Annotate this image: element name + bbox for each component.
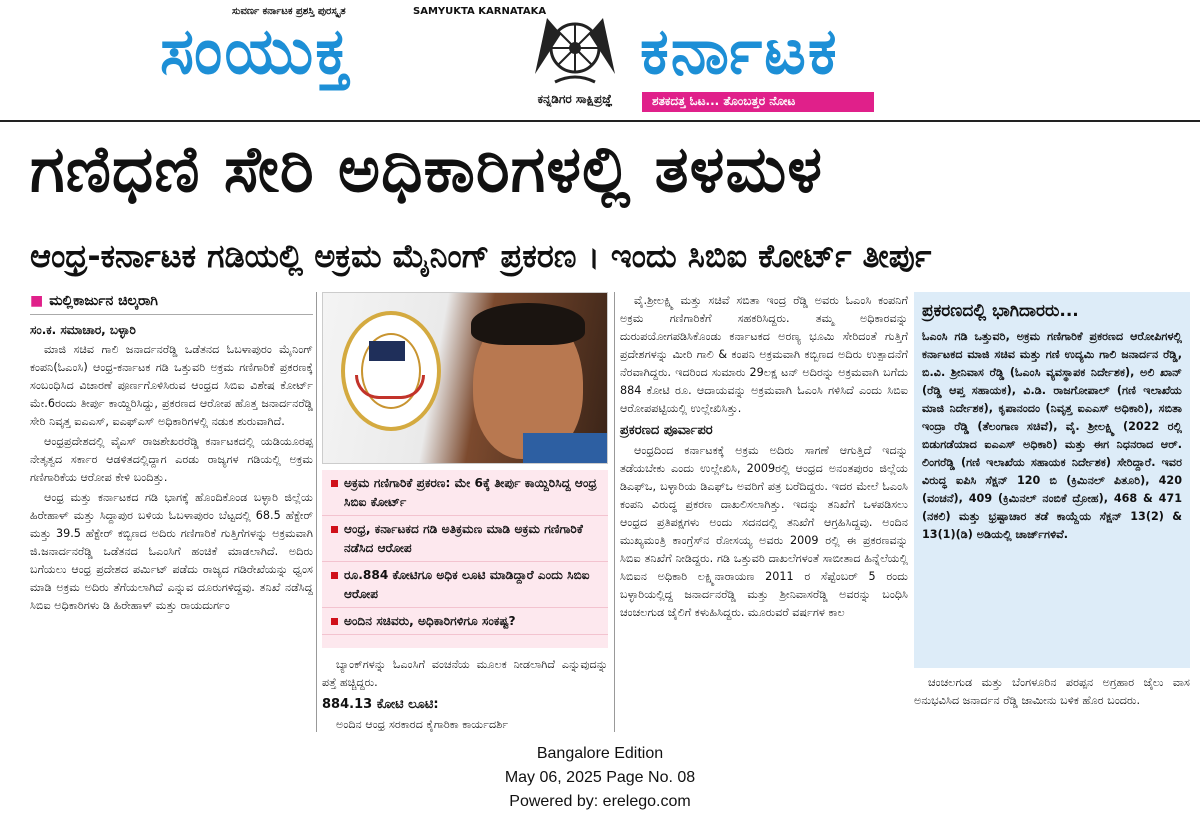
article-column-4 [914,674,1190,712]
date-page-label: May 06, 2025 Page No. 08 [504,769,696,786]
paper-name-english: SAMYUKTA KARNATAKA [413,6,547,17]
masthead [0,0,1200,118]
cbi-seal-icon [341,311,441,431]
column-divider [316,292,317,732]
column-divider [614,292,615,732]
paragraph: ಆಂಧ್ರಪ್ರದೇಶದಲ್ಲಿ ವೈಎಸ್ ರಾಜಶೇಖರರೆಡ್ಡಿ ಕರ್ನಾಟಕದಲ್ಲಿ ಯಡಿಯೂರಪ್ಪ ನೇತೃತ್ವದ ಸರ್ಕಾರ ಆಡಳಿತದಲ್ಲಿದ್ದಾಗ ಎರಡು ರಾಜ್ಯಗಳ ಗಡಿಯಲ್ಲಿ ಅಕ್ರಮ ಗಣಿಗಾರಿಕೆಯ ಆರೋಪ ಕೇಳಿ ಬಂದಿತ್ತು. [30,435,313,484]
masthead-title-right: ಕರ್ನಾಟಕ [640,15,839,89]
logo-caption: ಕನ್ನಡಿಗರ ಸಾಕ್ಷಿಪ್ರಜ್ಞೆ [537,92,613,106]
newspaper-logo-icon [525,4,625,90]
participants-sidebar [914,292,1190,668]
sidebar-text: ಓಎಂಸಿ ಗಡಿ ಒತ್ತುವರಿ, ಅಕ್ರಮ ಗಣಿಗಾರಿಕೆ ಪ್ರಕರಣದ ಆರೋಪಿಗಳಲ್ಲಿ ಕರ್ನಾಟಕದ ಮಾಜಿ ಸಚಿವ ಮತ್ತು ಗಣಿ ಉದ್ಯಮಿ ಗಾಲಿ ಜನಾರ್ದನ ರೆಡ್ಡಿ, ಬಿ.ವಿ. ಶ್ರೀನಿವಾಸ ರೆಡ್ಡಿ (ಓಎಂಸಿ ವ್ಯವಸ್ಥಾಪಕ ನಿರ್ದೇಶಕ), ಅಲಿ ಖಾನ್ (ರೆಡ್ಡಿ ಆಪ್ತ ಸಹಾಯಕ), ವಿ.ಡಿ. ರಾಜಗೋಪಾಲ್ (ಗಣಿ ಇಲಾಖೆಯ ಮಾಜಿ ನಿರ್ದೇಶಕ), ಕೃಪಾನಂದಂ (ನಿವೃತ್ತ ಐಎಎಸ್ ಅಧಿಕಾರಿ), ಸಬಿತಾ ಇಂದ್ರಾ ರೆಡ್ಡಿ (ತೆಲಂಗಾಣ ಸಚಿವೆ), ವೈ. ಶ್ರೀಲಕ್ಷ್ಮಿ (2022 ರಲ್ಲಿ ಬಿಡುಗಡೆಯಾದ ಐಎಎಸ್ ಅಧಿಕಾರಿ) ಮತ್ತು ಈಗ ನಿಧನರಾದ ಆರ್. ಲಿಂಗರೆಡ್ಡಿ (ಗಣಿ ಇಲಾಖೆಯ ಸಹಾಯಕ ನಿರ್ದೇಶಕ) ಸೇರಿದ್ದಾರೆ. ಇವರ ವಿರುದ್ಧ ಐಪಿಸಿ ಸೆಕ್ಷನ್ 120 ಬಿ (ಕ್ರಿಮಿನಲ್ ಪಿತೂರಿ), 420 (ವಂಚನೆ), 409 (ಕ್ರಿಮಿನಲ್ ನಂಬಿಕೆ ದ್ರೋಹ), 468 & 471 (ನಕಲಿ) ಮತ್ತು ಭ್ರಷ್ಟಾಚಾರ ತಡೆ ಕಾಯ್ದೆಯ ಸೆಕ್ಷನ್ 13(2) & 13(1)(ಡಿ) ಅಡಿಯಲ್ಲಿ ಚಾರ್ಜ್‌ಗಳಿವೆ. [922,330,1182,541]
portrait-shirt [523,433,608,464]
sidebar-title: ಪ್ರಕರಣದಲ್ಲಿ ಭಾಗಿದಾರರು... [922,301,1079,321]
highlight-item: ರೂ.884 ಕೋಟಿಗೂ ಅಧಿಕ ಲೂಟಿ ಮಾಡಿದ್ದಾರೆ ಎಂದು ಸಿಬಿಐ ಆರೋಪ [322,562,608,608]
seal-arc [355,375,425,399]
paragraph: ಚಂಚಲಗುಡ ಮತ್ತು ಬೆಂಗಳೂರಿನ ಪರಪ್ಪನ ಅಗ್ರಹಾರ ಜೈಲು ವಾಸ ಅನುಭವಿಸಿದ ಜನಾರ್ದನ ರೆಡ್ಡಿ ಜಾಮೀನು ಬಳಿಕ ಹೊರ ಬಂದರು. [914,676,1190,707]
paragraph: ಬ್ಯಾಂಕ್‌ಗಳನ್ನು ಓಎಂಸಿಗೆ ವಂಚನೆಯ ಮೂಲಕ ನೀಡಲಾಗಿದೆ ಎನ್ನುವುದನ್ನು ಪತ್ತೆ ಹಚ್ಚಿದ್ದರು. [322,658,608,689]
masthead-title-left: ಸಂಯುಕ್ತ [160,15,352,89]
article-column-3 [620,292,908,624]
page-footer [0,742,1200,814]
highlight-item: ಆಂಧ್ರ, ಕರ್ನಾಟಕದ ಗಡಿ ಅತಿಕ್ರಮಣ ಮಾಡಿ ಅಕ್ರಮ ಗಣಿಗಾರಿಕೆ ನಡೆಸಿದ ಆರೋಪ [322,516,608,562]
paragraph: ವೈ.ಶ್ರೀಲಕ್ಷ್ಮಿ ಮತ್ತು ಸಚಿವೆ ಸಬಿತಾ ಇಂದ್ರ ರೆಡ್ಡಿ ಅವರು ಓಎಂಸಿ ಕಂಪನಿಗೆ ಅಕ್ರಮ ಗಣಿಗಾರಿಕೆಗೆ ಸಹಕರಿಸಿದ್ದರು. ತಮ್ಮ ಅಧಿಕಾರವನ್ನು ದುರುಪಯೋಗಪಡಿಸಿಕೊಂಡು ಕರ್ನಾಟಕದ ಅರಣ್ಯ ಭೂಮಿ ಸೇರಿದಂತೆ ಗುತ್ತಿಗೆ ಪ್ರದೇಶಗಳನ್ನು ಮೀರಿ ಗಾಲಿ & ಕಂಪನಿ ಅಕ್ರಮವಾಗಿ ಕಬ್ಬಿಣದ ಅದಿರು ಉತ್ಪಾದನೆಗೆ ನೆರವಾಗಿದ್ದರು. ಇದರಿಂದ ಸುಮಾರು 29ಲಕ್ಷ ಟನ್ ಅದಿರನ್ನು ಅಕ್ರಮವಾಗಿ ಬಗೆದು 884 ಕೋಟಿ ರೂ. ಆದಾಯವನ್ನು ಅಕ್ರಮವಾಗಿ ಓಎಂಸಿ ಗಳಿಸಿದೆ ಎಂದು ಸಿಬಿಐ ಆರೋಪಪಟ್ಟಿಯಲ್ಲಿ ಉಲ್ಲೇಖಿಸಿತ್ತು. [620,294,908,415]
article-photo [322,292,608,464]
article-column-2 [322,656,608,736]
tagline-badge: ಶತಕದತ್ತ ಓಟ... ತೊಂಬತ್ತರ ನೋಟ [642,92,874,112]
portrait-hair [471,303,585,345]
byline-name: ಮಲ್ಲಿಕಾರ್ಜುನ ಚಿಲ್ಕರಾಗಿ [49,293,158,309]
masthead-divider [0,120,1200,122]
highlight-item: ಅಂದಿನ ಸಚಿವರು, ಅಧಿಕಾರಿಗಳಿಗೂ ಸಂಕಷ್ಟ? [322,608,608,635]
byline-marker-icon: ■ [30,293,44,309]
section-subtitle: 884.13 ಕೋಟಿ ಲೂಟಿ: [322,697,439,712]
paragraph: ಆಂಧ್ರದಿಂದ ಕರ್ನಾಟಕಕ್ಕೆ ಅಕ್ರಮ ಅದಿರು ಸಾಗಣೆ ಆಗುತ್ತಿದೆ ಇದನ್ನು ತಡೆಯಬೇಕು ಎಂದು ಉಲ್ಲೇಖಿಸಿ, 2009ರಲ್ಲಿ ಆಂಧ್ರದ ಅನಂತಪುರಂ ಜಿಲ್ಲೆಯ ಡಿಎಫ್‌ಒ, ಬಳ್ಳಾರಿಯ ಡಿಎಫ್‌ಒ ಅವರಿಗೆ ಪತ್ರ ಬರೆದಿದ್ದರು. ಇದರ ಮೇಲೆ ಓಎಂಸಿ ಕಂಪನಿ ವಿರುದ್ಧ ಪ್ರಕರಣ ದಾಖಲಿಸಲಾಗಿತ್ತು. ಇದನ್ನು ತನಿಖೆಗೆ ಒಳಪಡಿಸಲು ಆಂಧ್ರದ ಪ್ರತಿಪಕ್ಷಗಳು ಅಂದು ಸದನದಲ್ಲಿ ತನಿಖೆಗೆ ಆಗ್ರಹಿಸಿದ್ದವು. ಅಂದಿನ ಮುಖ್ಯಮಂತ್ರಿ ಕಾಂಗ್ರೆಸ್‌ನ ರೋಸಯ್ಯ ಅವರು 2009 ರಲ್ಲಿ ಈ ಪ್ರಕರಣವನ್ನು ಸಿಬಿಐ ತನಿಖೆಗೆ ನೀಡಿದ್ದರು. ಗಡಿ ಒತ್ತುವರಿ ದಾಖಲೆಗಳಂತೆ ಸಾಬೀತಾದ ಹಿನ್ನೆಲೆಯಲ್ಲಿ ಸಿಬಿಐನ ಅಧಿಕಾರಿ ಲಕ್ಷ್ಮಿನಾರಾಯಣ 2011 ರ ಸೆಪ್ಟೆಂಬರ್ 5 ರಂದು ಬಳ್ಳಾರಿಯಲ್ಲಿದ್ದ ಜನಾರ್ದನರೆಡ್ಡಿ ಮತ್ತು ಶ್ರೀನಿವಾಸರೆಡ್ಡಿ ಅವರನ್ನು ಬಂಧಿಸಿ ಚಂಚಲಗುಡ ಜೈಲಿಗೆ ಕಳುಹಿಸಿದ್ದರು. ಮೂರುವರೆ ವರ್ಷಗಳ ಕಾಲ [620,444,908,619]
award-text: ಸುವರ್ಣ ಕರ್ನಾಟಕ ಪ್ರಶಸ್ತಿ ಪುರಸ್ಕೃತ [232,6,346,17]
paragraph: ಮಾಜಿ ಸಚಿವ ಗಾಲಿ ಜನಾರ್ದನರೆಡ್ಡಿ ಒಡೆತನದ ಓಬಳಾಪುರಂ ಮೈನಿಂಗ್ ಕಂಪನಿ(ಓಎಂಸಿ) ಆಂಧ್ರ-ಕರ್ನಾಟಕ ಗಡಿ ಒತ್ತುವರಿ ಅಕ್ರಮ ಗಣಿಗಾರಿಕೆ ಪ್ರಕರಣಕ್ಕೆ ಸಂಬಂಧಿಸಿದ ವಿಚಾರಣೆ ಪೂರ್ಣಗೊಳಿಸಿರುವ ಆಂಧ್ರದ ಸಿಬಿಐ ವಿಶೇಷ ಕೋರ್ಟ್ ಮೇ.6ರಂದು ತೀರ್ಪು ಕಾಯ್ದಿರಿಸಿದ್ದು, ಪ್ರಕರಣದ ಆರೋಪ ಹೊತ್ತ ಜನಾರ್ದನರೆಡ್ಡಿ ಸೇರಿ ನಿವೃತ್ತ ಐಎಎಸ್, ಐಎಫ್ಎಸ್ ಅಧಿಕಾರಿಗಳಲ್ಲಿ ನಡುಕ ಶುರುವಾಗಿದೆ. [30,343,313,428]
article-column-1 [30,292,313,617]
section-subtitle: ಪ್ರಕರಣದ ಪೂರ್ವಾಪರ [620,423,713,438]
byline [30,292,313,315]
highlight-item: ಅಕ್ರಮ ಗಣಿಗಾರಿಕೆ ಪ್ರಕರಣ: ಮೇ 6ಕ್ಕೆ ತೀರ್ಪು ಕಾಯ್ದಿರಿಸಿದ್ದ ಆಂಧ್ರ ಸಿಬಿಐ ಕೋರ್ಟ್ [322,470,608,516]
paragraph: ಅಂದಿನ ಆಂಧ್ರ ಸರಕಾರದ ಕೈಗಾರಿಕಾ ಕಾರ್ಯದರ್ಶಿ [336,718,509,731]
dateline: ಸಂ.ಕ. ಸಮಾಚಾರ, ಬಳ್ಳಾರಿ [30,323,136,337]
highlights-box [322,470,608,648]
edition-label: Bangalore Edition [536,745,664,762]
seal-emblem [369,341,405,361]
page-headline: ಗಣಿಧಣಿ ಸೇರಿ ಅಧಿಕಾರಿಗಳಲ್ಲಿ ತಳಮಳ [30,133,823,207]
paragraph: ಆಂಧ್ರ ಮತ್ತು ಕರ್ನಾಟಕದ ಗಡಿ ಭಾಗಕ್ಕೆ ಹೊಂದಿಕೊಂಡ ಬಳ್ಳಾರಿ ಜಿಲ್ಲೆಯ ಹಿರೇಹಾಳ್ ಮತ್ತು ಸಿದ್ದಾಪುರ ಬಳಿಯ ಓಬಳಾಪುರಂ ಬೆಟ್ಟದಲ್ಲಿ 68.5 ಹೆಕ್ಟೇರ್ ಮತ್ತು 39.5 ಹೆಕ್ಟೇರ್ ಕಬ್ಬಿಣದ ಅದಿರು ಗಣಿಗಾರಿಕೆ ಗುತ್ತಿಗೆಗಳನ್ನು ಅಕ್ರಮವಾಗಿ ಜಿ.ಜನಾರ್ದನರೆಡ್ಡಿ ಒಡೆತನದ ಓಎಂಸಿಗೆ ಹಂಚಿಕೆ ಮಾಡಲಾಗಿದೆ. ಅದಿರು ಬಗೆಯಲು ಆಂಧ್ರ ಪ್ರದೇಶದ ಪರ್ಮಿಟ್ ಪಡೆದು ರಾಜ್ಯದ ಗಡಿರೇಖೆಯನ್ನು ಧ್ವಂಸ ಮಾಡಿ ಅಕ್ರಮ ಅದಿರು ತೆಗೆಯಲಾಗಿದೆ ಎನ್ನುವ ದೂರುಗಳಿದ್ದವು. ತನಿಖೆ ನಡೆಸಿದ್ದ ಸಿಬಿಐ ಅಧಿಕಾರಿಗಳು ಡಿ ಹಿರೇಹಾಳ್ ಮತ್ತು ರಾಯದುರ್ಗಂ [30,491,313,612]
powered-by-label: Powered by: erelego.com [509,793,691,810]
sub-headline: ಆಂಧ್ರ-ಕರ್ನಾಟಕ ಗಡಿಯಲ್ಲಿ ಅಕ್ರಮ ಮೈನಿಂಗ್ ಪ್ರಕರಣ । ಇಂದು ಸಿಬಿಐ ಕೋರ್ಟ್ ತೀರ್ಪು [30,237,932,275]
